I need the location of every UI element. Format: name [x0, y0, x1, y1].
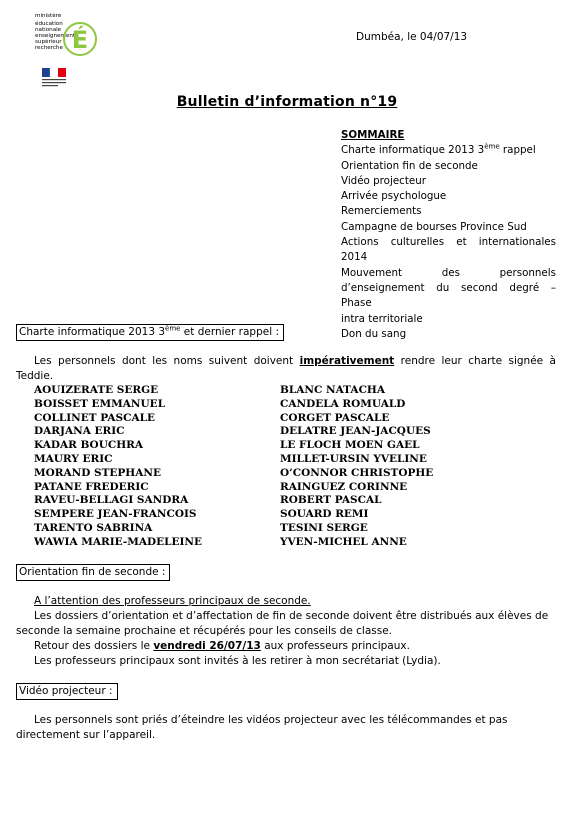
toc-item: Arrivée psychologue	[341, 190, 447, 203]
name-entry: O’CONNOR CHRISTOPHE	[280, 466, 434, 479]
name-entry: PATANE FREDERIC	[34, 480, 149, 493]
name-entry: KADAR BOUCHRA	[34, 439, 144, 452]
name-entry: AOUIZERATE SERGE	[34, 384, 159, 396]
name-entry: ROBERT PASCAL	[280, 494, 382, 507]
orientation-line: Retour des dossiers le vendredi 26/07/13 aux professeurs principaux.	[34, 640, 410, 652]
video-body	[16, 713, 561, 743]
name-entry: RAVEU-BELLAGI SANDRA	[34, 494, 189, 507]
toc-item: Orientation fin de seconde	[341, 159, 478, 172]
name-entry: MAURY ERIC	[34, 452, 113, 465]
name-entry: CORGET PASCALE	[280, 411, 390, 424]
name-entry: LE FLOCH MOEN GAEL	[280, 439, 420, 452]
names-right-column	[280, 384, 433, 550]
logo-line: nationale	[35, 27, 62, 33]
name-entry: SOUARD REMI	[280, 508, 369, 521]
orientation-line: A l’attention des professeurs principaux de seconde.	[34, 595, 311, 607]
name-entry: RAINGUEZ CORINNE	[280, 480, 408, 493]
logo-line: enseignement	[35, 33, 76, 39]
name-entry: TARENTO SABRINA	[34, 521, 153, 534]
section-heading-orientation: Orientation fin de seconde :	[16, 564, 170, 581]
logo-line: ministère	[35, 13, 62, 19]
orientation-line: seconde la semaine prochaine et récupérés pour les conseils de classe.	[16, 625, 393, 637]
logo-line: éducation	[35, 21, 63, 27]
name-entry: MILLET-URSIN YVELINE	[280, 452, 427, 465]
toc-item: Charte informatique 2013 3ème rappel	[341, 142, 536, 157]
toc-item: Don du sang	[341, 327, 407, 340]
video-line: directement sur l’appareil.	[16, 729, 156, 741]
charte-intro: Les personnels dont les noms suivent doivent impérativement rendre leur charte signée à	[34, 355, 556, 367]
toc-item: Actions culturelles et internationales 2014	[341, 236, 556, 264]
name-entry: WAWIA MARIE-MADELEINE	[34, 535, 202, 548]
video-line: Les personnels sont priés d’éteindre les vidéos projecteur avec les télécommandes et pas	[34, 714, 508, 726]
orientation-body	[16, 594, 561, 669]
orientation-line: Les dossiers d’orientation et d’affectation de fin de seconde doivent être distribués aux élèves de	[34, 610, 549, 622]
name-entry: MORAND STEPHANE	[34, 466, 161, 479]
name-entry: BLANC NATACHA	[280, 384, 385, 396]
name-entry: CANDELA ROMUALD	[280, 397, 406, 410]
name-entry: TESINI SERGE	[280, 521, 368, 534]
toc-item: Remerciements	[341, 205, 422, 218]
logo-letter: É	[71, 26, 89, 54]
names-left-column	[34, 384, 202, 550]
toc-item: Campagne de bourses Province Sud	[341, 220, 527, 233]
orientation-line: Les professeurs principaux sont invités à les retirer à mon secrétariat (Lydia).	[34, 655, 441, 667]
ministry-logo	[22, 12, 102, 92]
toc-item: Mouvement des personnels d’enseignement du second degré – Phase intra territoriale	[341, 266, 556, 325]
name-entry: YVEN-MICHEL ANNE	[280, 535, 407, 548]
name-entry: BOISSET EMMANUEL	[34, 397, 166, 410]
logo-line: recherche	[35, 45, 63, 51]
logo-line: supérieur	[35, 39, 62, 45]
name-entry: DELATRE JEAN-JACQUES	[280, 425, 431, 438]
section-heading-charte: Charte informatique 2013 3ème et dernier rappel :	[16, 324, 284, 341]
table-of-contents	[341, 128, 556, 342]
charte-intro-line2: Teddie.	[16, 370, 54, 382]
marianne-flag-icon	[34, 66, 74, 88]
toc-heading: SOMMAIRE	[341, 129, 405, 141]
name-entry: COLLINET PASCALE	[34, 411, 156, 424]
page-title: Bulletin d’information n°19	[176, 94, 398, 110]
e-letter-logo-icon	[62, 20, 98, 56]
toc-item: Vidéo projecteur	[341, 174, 426, 187]
name-entry: SEMPERE JEAN-FRANCOIS	[34, 508, 197, 521]
date-line: Dumbéa, le 04/07/13	[356, 31, 468, 43]
name-entry: DARJANA ERIC	[34, 425, 125, 438]
section-heading-video: Vidéo projecteur :	[16, 683, 118, 700]
